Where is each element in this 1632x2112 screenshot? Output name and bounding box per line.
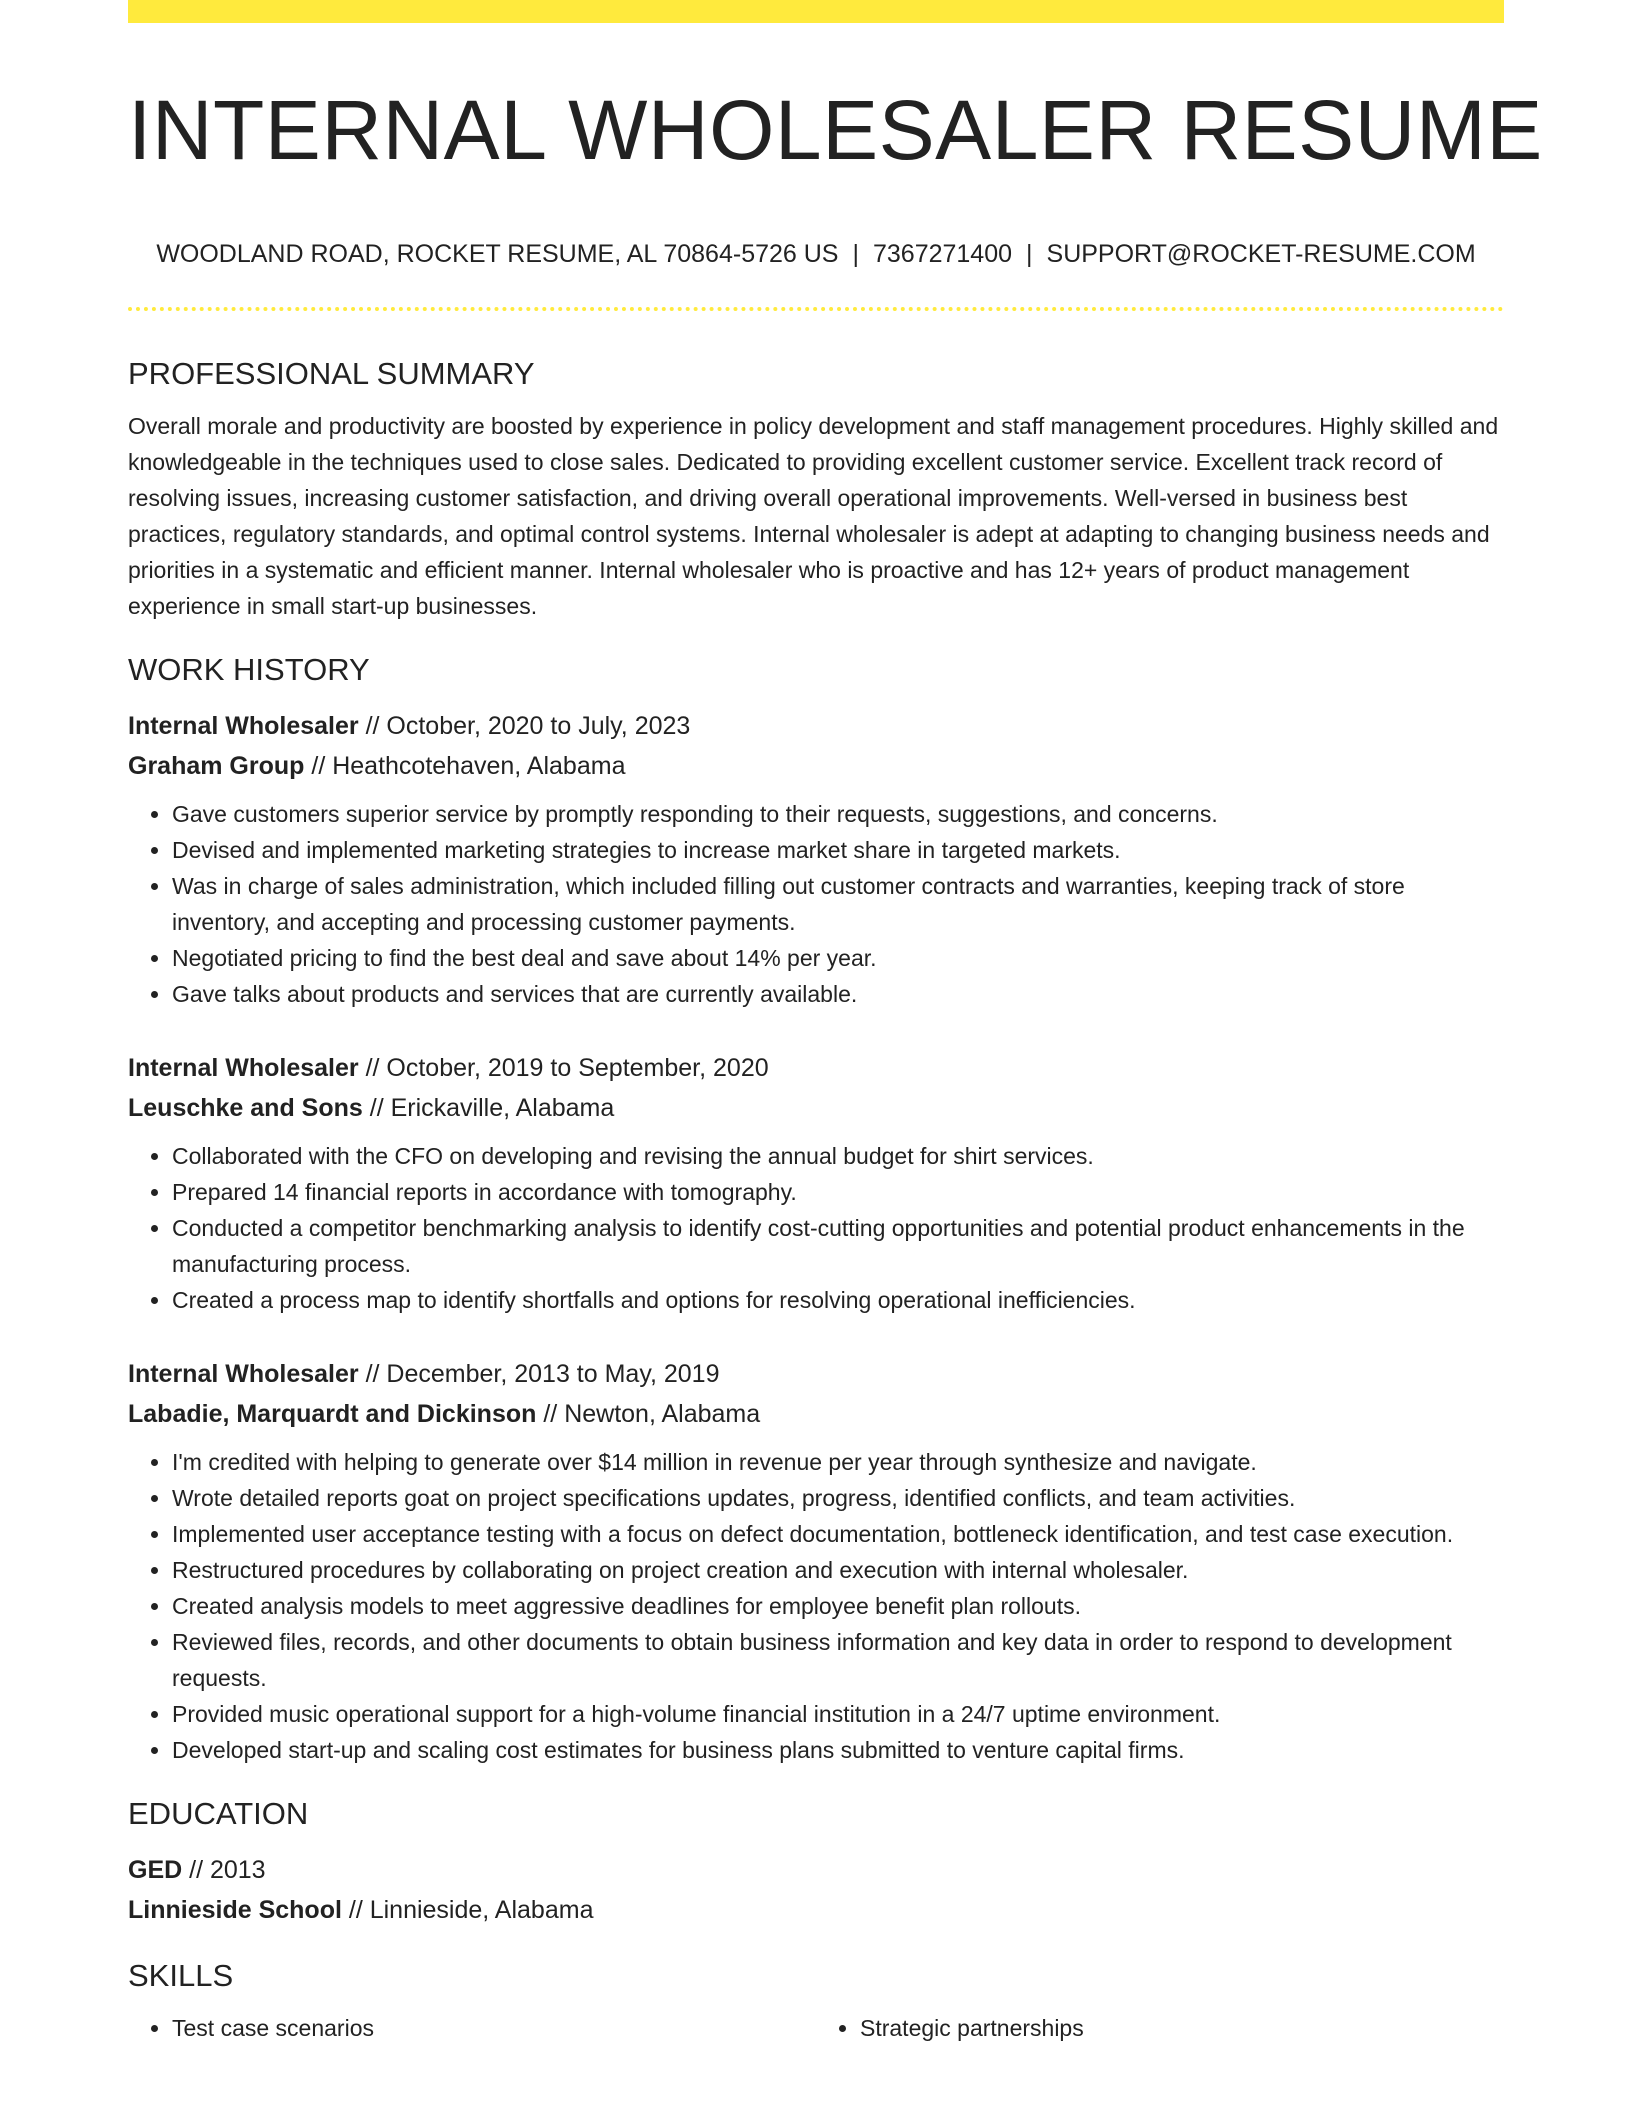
work-history-heading: WORK HISTORY <box>128 652 370 687</box>
job-bullet: • Restructured procedures by collaborating on project creation and execution with internal wholesaler. <box>172 1552 1504 1588</box>
job-company-line <box>128 746 1504 786</box>
job-entry <box>128 1354 1504 1768</box>
accent-bar <box>128 0 1504 23</box>
job-bullet: • Was in charge of sales administration, which included filling out customer contracts and warranties, keeping track of store inventory, and accepting and processing customer payments. <box>172 868 1504 940</box>
job-dates: // October, 2020 to July, 2023 <box>358 712 691 740</box>
job-company-line <box>128 1088 1504 1128</box>
job-company: Leuschke and Sons <box>128 1094 363 1122</box>
job-bullet: • Gave talks about products and services that are currently available. <box>172 976 1504 1012</box>
job-bullet: • Wrote detailed reports goat on project specifications updates, progress, identified conflicts, and team activities. <box>172 1480 1504 1516</box>
job-dates: // October, 2019 to September, 2020 <box>358 1054 769 1082</box>
skill-item: • Test case scenarios <box>172 2010 816 2046</box>
job-bullet: • Prepared 14 financial reports in accordance with tomography. <box>172 1174 1504 1210</box>
skill-item: • Strategic partnerships <box>860 2010 1504 2046</box>
job-bullet: • Reviewed files, records, and other documents to obtain business information and key data in order to respond to development requests. <box>172 1624 1504 1696</box>
education-location: // Linnieside, Alabama <box>341 1896 594 1924</box>
resume-title: INTERNAL WHOLESALER RESUME <box>128 83 1543 177</box>
job-bullet: • Provided music operational support for a high-volume financial institution in a 24/7 uptime environment. <box>172 1696 1504 1732</box>
summary-text: Overall morale and productivity are boosted by experience in policy development and staff management procedures. Highly skilled and knowledgeable in the techniques used to close sales. Dedicated to providing excellent customer service. Excellent track record of resolving issues, increasing customer satisfaction, and driving overall operational improvements. Well-versed in business best practices, regulatory standards, and optimal control systems. Internal wholesaler is adept at adapting to changing business needs and priorities in a systematic and efficient manner. Internal wholesaler who is proactive and has 12+ years of product management experience in small start-up businesses. <box>128 413 1499 619</box>
job-bullet: • Devised and implemented marketing strategies to increase market share in targeted markets. <box>172 832 1504 868</box>
contact-email[interactable]: SUPPORT@ROCKET-RESUME.COM <box>1046 240 1476 268</box>
education-section <box>128 1792 1504 1930</box>
education-year: // 2013 <box>182 1856 266 1884</box>
job-title: Internal Wholesaler <box>128 712 359 740</box>
job-company-line <box>128 1394 1504 1434</box>
education-school-line <box>128 1890 1504 1930</box>
job-title: Internal Wholesaler <box>128 1054 359 1082</box>
job-location: // Heathcotehaven, Alabama <box>304 752 626 780</box>
job-title-line <box>128 1354 1504 1394</box>
skills-heading: SKILLS <box>128 1958 234 1993</box>
job-location: // Newton, Alabama <box>536 1400 761 1428</box>
contact-address: WOODLAND ROAD, ROCKET RESUME, AL 70864-5726 US <box>156 240 839 268</box>
skills-right-list <box>816 2010 1504 2046</box>
job-title-line <box>128 1048 1504 1088</box>
job-bullets <box>128 1138 1504 1318</box>
education-school: Linnieside School <box>128 1896 342 1924</box>
skills-left-list <box>128 2010 816 2046</box>
job-company: Labadie, Marquardt and Dickinson <box>128 1400 537 1428</box>
resume-body <box>128 352 1504 2046</box>
job-bullet: • Collaborated with the CFO on developing and revising the annual budget for shirt services. <box>172 1138 1504 1174</box>
dotted-divider <box>128 307 1504 311</box>
job-bullet: • Conducted a competitor benchmarking analysis to identify cost-cutting opportunities and potential product enhancements in the manufacturing process. <box>172 1210 1504 1282</box>
job-dates: // December, 2013 to May, 2019 <box>358 1360 720 1388</box>
job-title: Internal Wholesaler <box>128 1360 359 1388</box>
job-bullet: • Created a process map to identify shortfalls and options for resolving operational inefficiencies. <box>172 1282 1504 1318</box>
contact-line <box>128 236 1504 272</box>
job-title-line <box>128 706 1504 746</box>
job-bullet: • Created analysis models to meet aggressive deadlines for employee benefit plan rollouts. <box>172 1588 1504 1624</box>
contact-separator: | <box>852 240 859 268</box>
education-degree-line <box>128 1850 1504 1890</box>
job-entry <box>128 1048 1504 1318</box>
summary-section <box>128 352 1504 624</box>
summary-heading: PROFESSIONAL SUMMARY <box>128 356 535 391</box>
job-bullet: • Implemented user acceptance testing with a focus on defect documentation, bottleneck identification, and test case execution. <box>172 1516 1504 1552</box>
job-location: // Erickaville, Alabama <box>362 1094 615 1122</box>
job-entry <box>128 706 1504 1012</box>
job-bullets <box>128 1444 1504 1768</box>
job-bullet: • Negotiated pricing to find the best deal and save about 14% per year. <box>172 940 1504 976</box>
work-history-section <box>128 648 1504 1768</box>
job-bullet: • Developed start-up and scaling cost estimates for business plans submitted to venture capital firms. <box>172 1732 1504 1768</box>
job-bullet: • I'm credited with helping to generate over $14 million in revenue per year through synthesize and navigate. <box>172 1444 1504 1480</box>
education-heading: EDUCATION <box>128 1796 309 1831</box>
education-entry <box>128 1850 1504 1930</box>
skills-columns <box>128 2010 1504 2046</box>
education-degree: GED <box>128 1856 183 1884</box>
contact-separator: | <box>1026 240 1033 268</box>
skills-section <box>128 1954 1504 2046</box>
job-company: Graham Group <box>128 752 305 780</box>
job-bullet: • Gave customers superior service by promptly responding to their requests, suggestions, and concerns. <box>172 796 1504 832</box>
contact-phone[interactable]: 7367271400 <box>872 240 1013 268</box>
job-bullets <box>128 796 1504 1012</box>
